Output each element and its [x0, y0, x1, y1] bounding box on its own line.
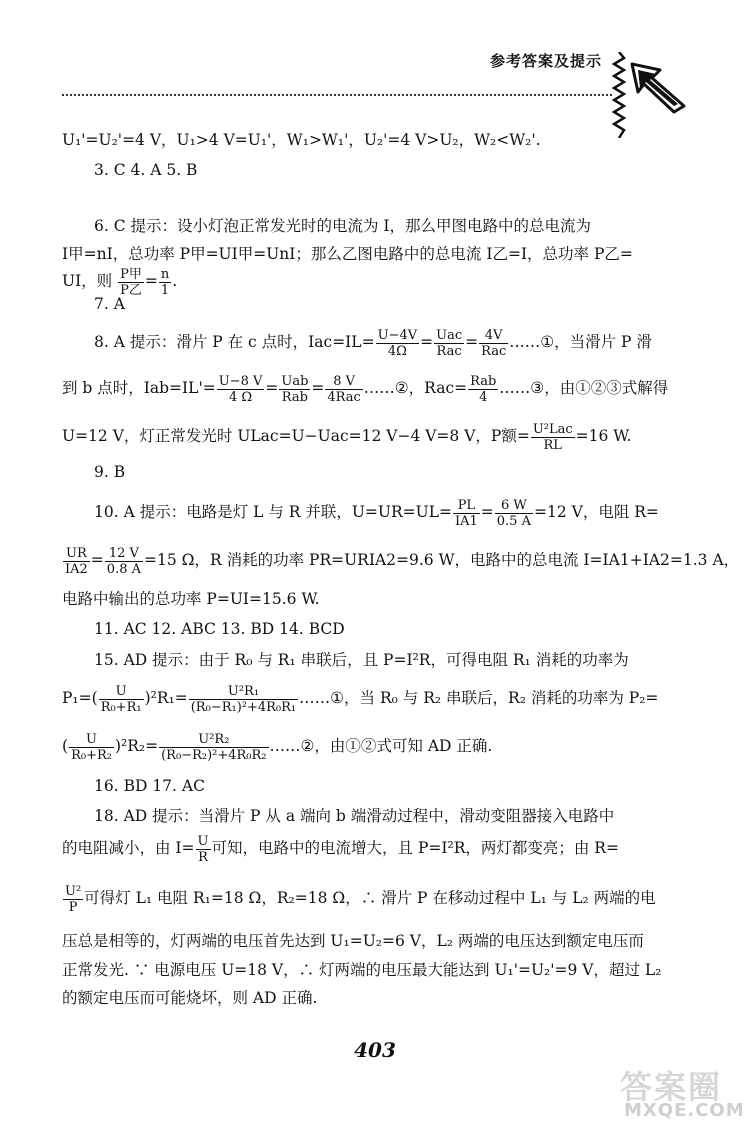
text-line: 的额定电压而可能烧坏，则 AD 正确.	[62, 989, 318, 1007]
fraction	[189, 684, 298, 715]
text-span: =12 V，电阻 R=	[533, 503, 659, 521]
numerator: P甲	[120, 266, 142, 282]
denominator: 4Ω	[387, 343, 407, 359]
text-span: P₁=(	[62, 689, 98, 707]
denominator: R	[198, 849, 208, 865]
equals: =	[265, 379, 279, 397]
denominator: 4 Ω	[228, 389, 253, 405]
denominator: Rac	[436, 343, 462, 359]
answer-line: 9. B	[94, 463, 126, 481]
answer-line: 6. C 提示：设小灯泡正常发光时的电流为 I，那么甲图电路中的总电流为	[94, 217, 592, 235]
text-span: 10. A 提示：电路是灯 L 与 R 并联，U=UR=UL=	[94, 503, 452, 521]
denominator: 4	[479, 389, 488, 405]
denominator: 4Rac	[327, 389, 361, 405]
text-span: ……②，由①②式可知 AD 正确.	[269, 737, 493, 755]
fraction	[468, 374, 498, 405]
header-dotted-rule	[62, 94, 612, 96]
text-span: .	[172, 272, 178, 290]
numerator: U	[197, 833, 209, 849]
text-span: )²R₂=	[114, 737, 159, 755]
fraction	[105, 546, 143, 577]
text-span: 到 b 点时，Iab=IL'=	[62, 379, 216, 397]
answer-line: 16. BD 17. AC	[94, 777, 205, 795]
denominator: P	[68, 899, 78, 915]
text-line	[62, 724, 492, 768]
denominator: RL	[543, 437, 562, 453]
page-number: 403	[354, 1038, 396, 1062]
denominator: Rab	[281, 389, 308, 405]
denominator: 0.5 A	[496, 513, 531, 529]
text-line: I甲=nI，总功率 P甲=UI甲=UnI；那么乙图电路中的总电流 I乙=I，总功率 P乙=	[62, 245, 633, 263]
fraction	[453, 498, 480, 529]
numerator: 4V	[479, 328, 508, 344]
equals: =	[144, 272, 158, 290]
denominator: R₀+R₁	[100, 699, 142, 715]
text-span: =16 W.	[575, 427, 632, 445]
equals: =	[311, 379, 325, 397]
answer-line: 18. AD 提示：当滑片 P 从 a 端向 b 端滑动过程中，滑动变阻器接入电路中	[94, 807, 615, 825]
fraction	[159, 267, 171, 298]
numerator: U−8 V	[218, 373, 263, 389]
fraction	[495, 498, 533, 529]
numerator: U−4V	[377, 327, 418, 343]
watermark-url: MXQE.COM	[624, 1100, 745, 1121]
denominator: IA2	[65, 561, 88, 577]
numerator: U²R₂	[159, 732, 268, 748]
text-span: 可知，电路中的电流增大，且 P=I²R，两灯都变亮；由 R=	[211, 839, 619, 857]
numerator: U²Lac	[532, 421, 573, 437]
numerator: 6 W	[495, 498, 533, 514]
numerator: UR	[63, 546, 90, 562]
fraction	[99, 684, 144, 715]
text-span: ……②，Rac=	[363, 379, 468, 397]
fraction	[376, 328, 420, 359]
numerator: U²	[65, 883, 82, 899]
denominator: P乙	[120, 282, 142, 298]
answer-line: 15. AD 提示：由于 R₀ 与 R₁ 串联后，且 P=I²R，可得电阻 R₁ 消耗的功率为	[94, 651, 629, 669]
equals: =	[420, 333, 434, 351]
numerator: 8 V	[325, 374, 362, 390]
text-span: ……①，当滑片 P 滑	[509, 333, 652, 351]
numerator: Uab	[281, 373, 309, 389]
fraction	[217, 374, 265, 405]
denominator: Rac	[481, 343, 507, 359]
fraction	[325, 374, 362, 405]
fraction	[434, 328, 464, 359]
answer-line	[62, 320, 652, 364]
text-line	[62, 676, 658, 720]
text-span: )²R₁=	[144, 689, 188, 707]
text-line: 压总是相等的，灯两端的电压首先达到 U₁=U₂=6 V，L₂ 两端的电压达到额定电压而	[62, 932, 644, 950]
text-span: 的电阻减小，由 I=	[62, 839, 195, 857]
numerator: 12 V	[105, 546, 143, 562]
numerator: U	[99, 684, 144, 700]
denominator: R₀+R₂	[71, 747, 112, 763]
equals: =	[465, 333, 479, 351]
fraction	[279, 374, 310, 405]
numerator: PL	[453, 498, 480, 514]
fraction	[63, 884, 83, 915]
text-span: ……③，由①②③式解得	[499, 379, 669, 397]
fraction	[159, 732, 268, 763]
arrow-up-left-icon	[630, 62, 686, 114]
fraction	[63, 546, 90, 577]
text-span: (	[62, 737, 69, 755]
text-line	[62, 826, 619, 870]
text-span: 8. A 提示：滑片 P 在 c 点时，Iac=IL=	[94, 333, 375, 351]
header-title: 参考答案及提示	[490, 52, 603, 70]
numerator: Uac	[436, 327, 463, 343]
answer-line: 11. AC 12. ABC 13. BD 14. BCD	[94, 620, 345, 638]
text-line	[62, 538, 739, 582]
watermark-text: 答案圈	[620, 1068, 723, 1106]
text-line: 正常发光. ∵ 电源电压 U=18 V，∴ 灯两端的电压最大能达到 U₁'=U₂'=9 V，超过 L₂	[62, 961, 662, 979]
text-line: U₁'=U₂'=4 V，U₁>4 V=U₁'，W₁>W₁'，U₂'=4 V>U₂，W₂<W₂'.	[62, 131, 541, 149]
text-span: U=12 V，灯正常发光时 ULac=U−Uac=12 V−4 V=8 V，P额=	[62, 427, 530, 445]
denominator: 0.8 A	[106, 561, 141, 577]
answer-line: 3. C 4. A 5. B	[94, 161, 198, 179]
zigzag-divider-icon	[612, 52, 626, 138]
text-line	[62, 366, 668, 410]
equals: =	[480, 503, 494, 521]
denominator: (R₀−R₁)²+4R₀R₁	[190, 699, 297, 715]
numerator: U²R₁	[189, 684, 298, 700]
text-line	[62, 414, 631, 458]
denominator: IA1	[454, 513, 478, 529]
equals: =	[90, 551, 104, 569]
fraction	[479, 328, 508, 359]
text-span: =15 Ω，R 消耗的功率 PR=URIA2=9.6 W，电路中的总电流 I=IA1+IA2=1.3 A，	[144, 551, 740, 569]
text-line	[62, 876, 656, 920]
fraction	[69, 732, 114, 763]
text-span: ……①，当 R₀ 与 R₂ 串联后，R₂ 消耗的功率为 P₂=	[299, 689, 659, 707]
fraction	[196, 834, 211, 865]
answer-line	[62, 490, 659, 534]
text-span: UI，则	[62, 272, 113, 290]
fraction	[531, 422, 575, 453]
text-line: 电路中输出的总功率 P=UI=15.6 W.	[62, 590, 320, 608]
denominator: (R₀−R₂)²+4R₀R₂	[161, 747, 267, 763]
numerator: U	[69, 732, 114, 748]
numerator: Rab	[470, 373, 497, 389]
numerator: n	[160, 266, 170, 282]
text-span: 可得灯 L₁ 电阻 R₁=18 Ω，R₂=18 Ω，∴ 滑片 P 在移动过程中 L₁ 与 L₂ 两端的电	[84, 889, 656, 907]
denominator: 1	[160, 282, 170, 298]
answer-line: 7. A	[94, 295, 125, 313]
